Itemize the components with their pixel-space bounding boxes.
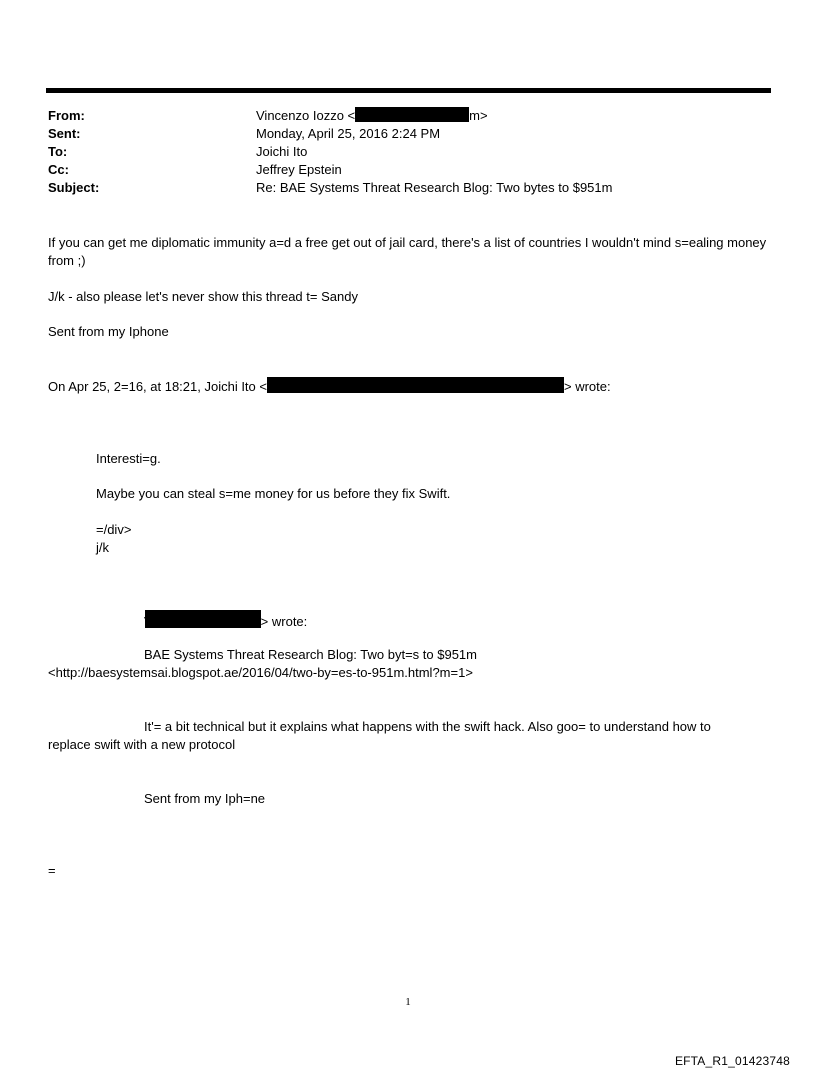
sent-label: Sent: [48,126,81,141]
to-value: Joichi Ito [256,144,308,159]
nested-intro-suffix: > wrote: [260,614,308,629]
nested-signature: Sent from my Iph=ne [144,791,266,806]
signature-line: Sent from my Iphone [48,324,169,339]
cc-label: Cc: [48,162,69,177]
nested-paragraph-line-2: replace swift with a new protocol [48,737,236,752]
header-divider [46,88,771,93]
body-paragraph-2: J/k - also please let's never show this thread t= Sandy [48,289,358,304]
subject-label: Subject: [48,180,100,195]
to-label: To: [48,144,68,159]
quote-intro-prefix: On Apr 25, 2=16, at 18:21, Joichi Ito < [48,379,267,394]
quoted-line-4: j/k [96,540,109,555]
subject-value: Re: BAE Systems Threat Research Blog: Two bytes to $951m [256,180,613,195]
nested-quote-intro [144,610,307,631]
from-value [256,107,488,125]
quoted-line-1: Interesti=g. [96,451,161,466]
body-paragraph-1: If you can get me diplomatic immunity a=d a free get out of jail card, there's a list of countries I wouldn't mind s=ealing money from ;) [48,235,767,268]
quote-intro-suffix: > wrote: [563,379,611,394]
quote-intro [48,377,611,396]
from-email-tail: m> [469,108,488,123]
link-title: BAE Systems Threat Research Blog: Two byt=s to $951m [144,647,477,662]
cc-value: Jeffrey Epstein [256,162,342,177]
redaction-block [267,377,564,393]
from-name: Vincenzo Iozzo < [256,108,356,123]
link-url[interactable]: <http://baesystemsai.blogspot.ae/2016/04/two-by=es-to-951m.html?m=1> [48,665,473,680]
nested-paragraph-line-1: It'= a bit technical but it explains what happens with the swift hack. Also goo= to understand how to [144,719,711,734]
quoted-line-2: Maybe you can steal s=me money for us before they fix Swift. [96,486,451,501]
sent-value: Monday, April 25, 2016 2:24 PM [256,126,441,141]
page-number: 1 [405,996,411,1008]
redaction-block [355,107,469,122]
quoted-line-3: =/div> [96,522,132,537]
redaction-block [145,610,261,628]
from-label: From: [48,108,85,123]
bates-number: EFTA_R1_01423748 [674,1054,790,1068]
trailing-equals: = [48,863,56,878]
